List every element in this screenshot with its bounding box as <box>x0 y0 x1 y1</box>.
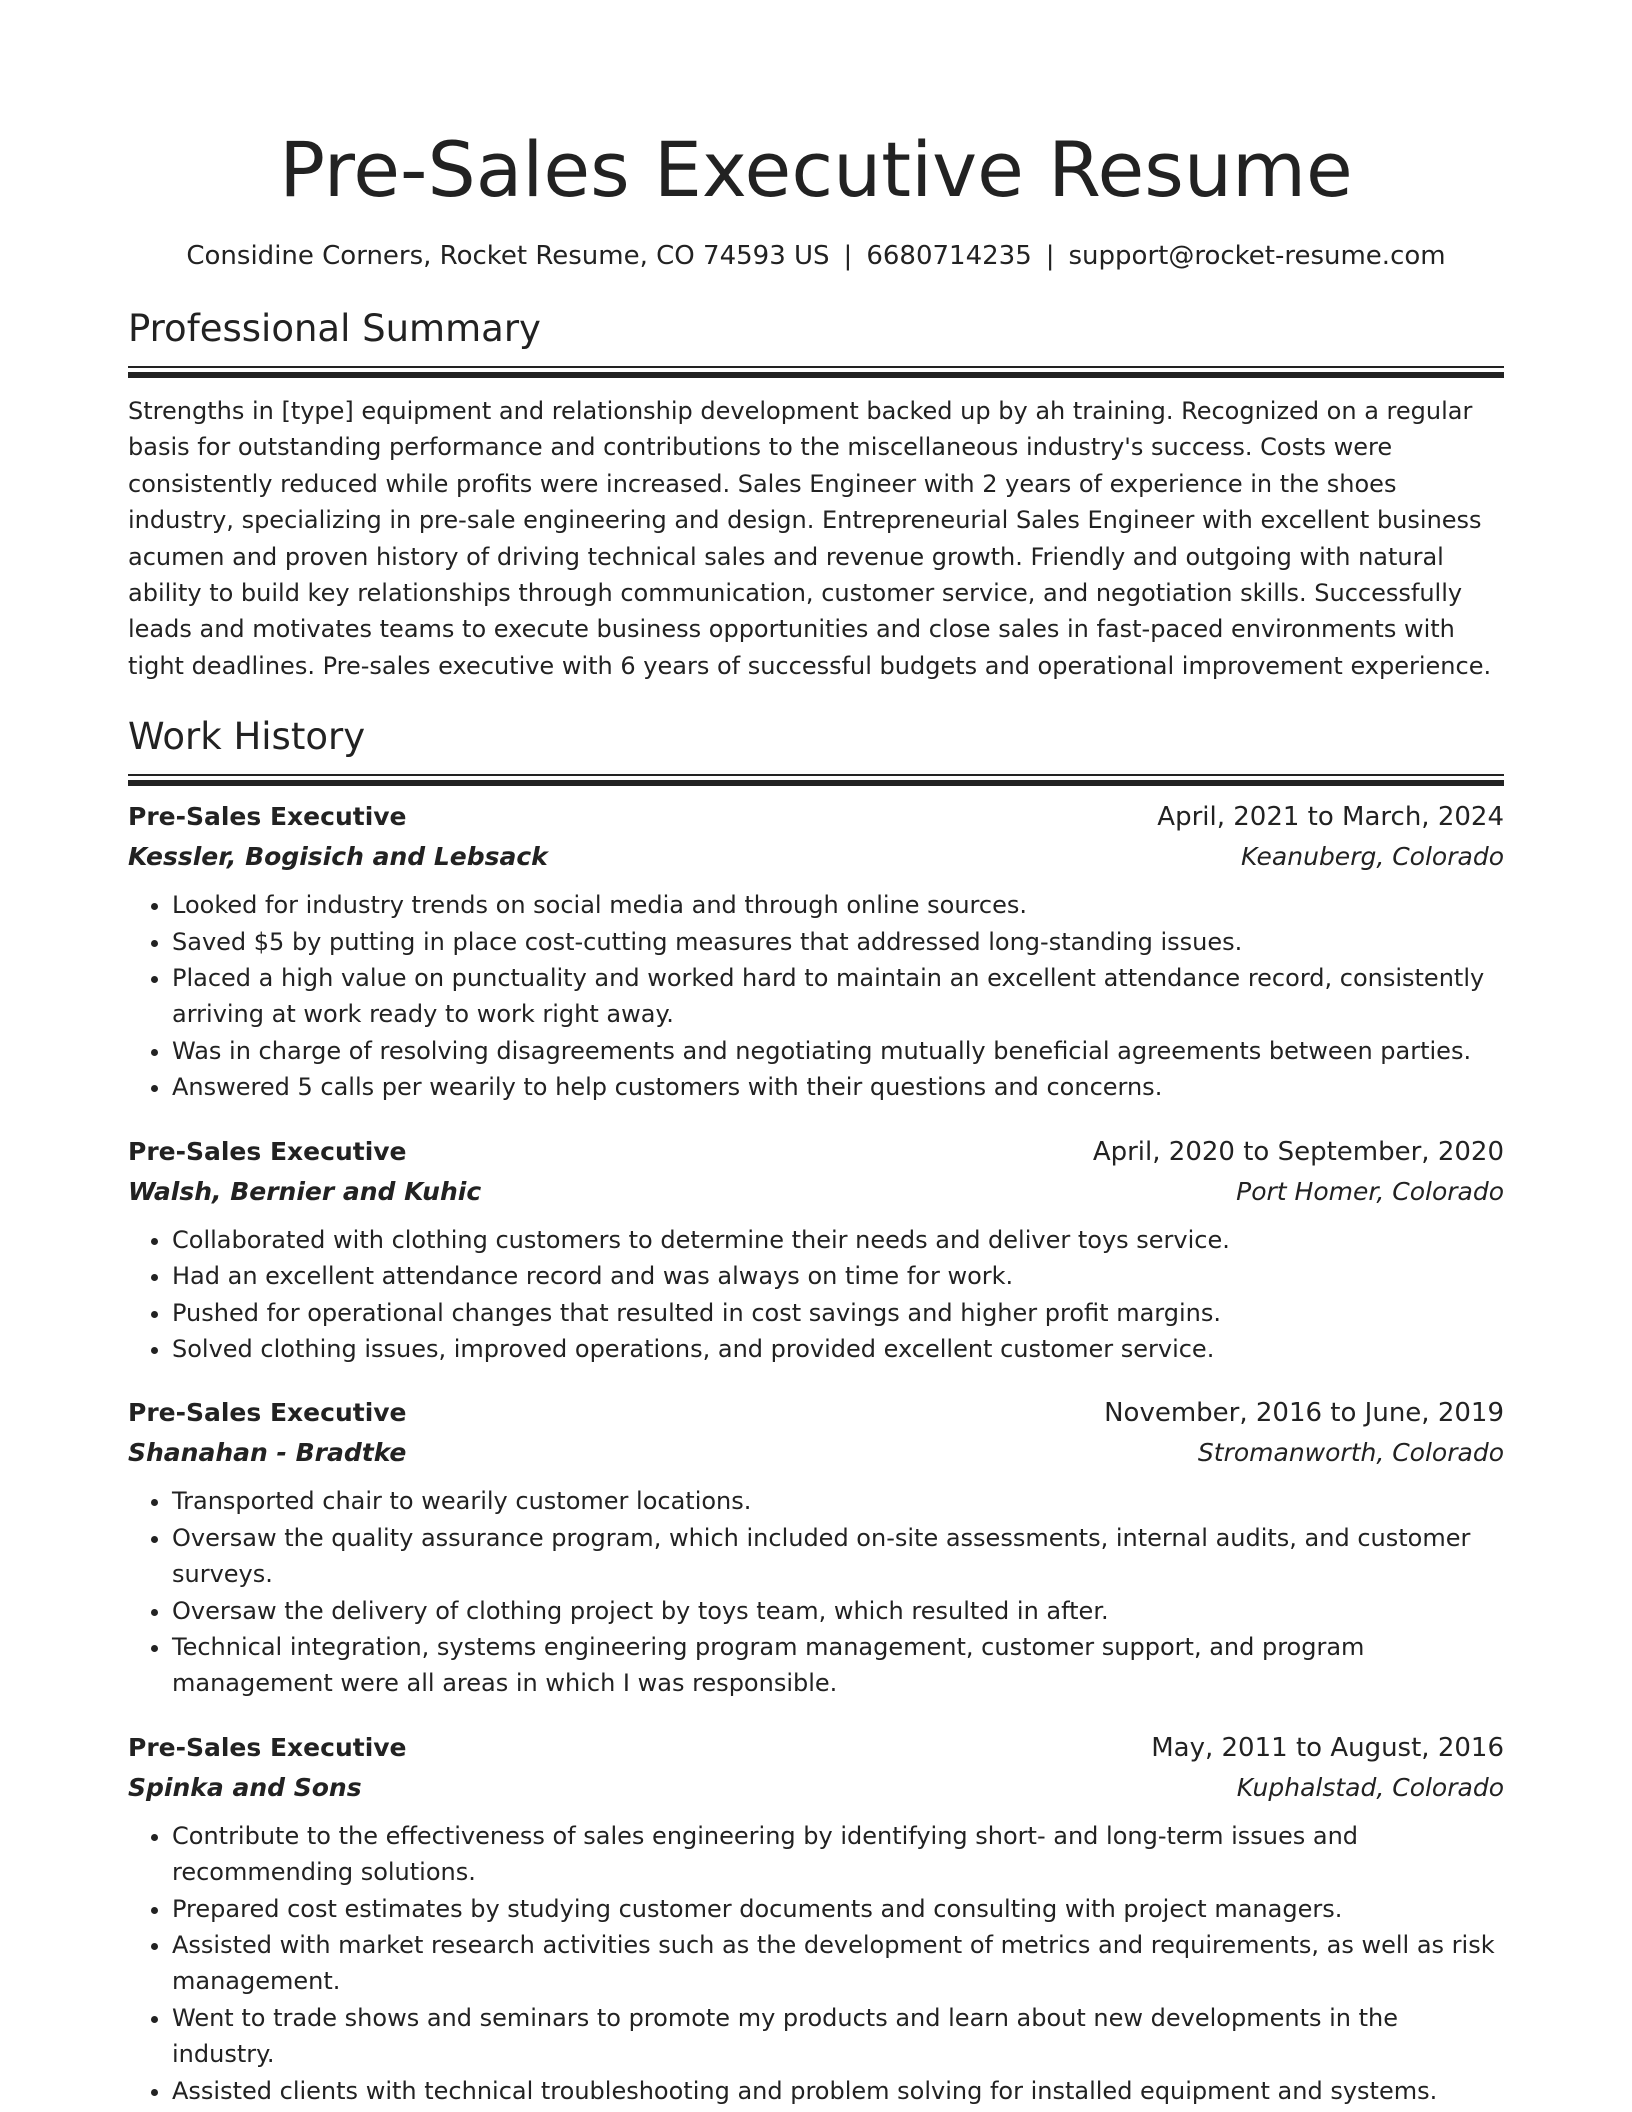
job-location: Kuphalstad, Colorado <box>1236 1772 1504 1802</box>
divider-thick-line <box>128 372 1504 378</box>
job-list <box>128 797 1504 2109</box>
resume-page <box>128 0 1504 2109</box>
job-title: Pre-Sales Executive <box>128 1732 407 1762</box>
job-bullet-item: • Saved $5 by putting in place cost-cutting measures that addressed long-standing issues. <box>172 924 1504 960</box>
job-bullet-item: • Prepared cost estimates by studying customer documents and consulting with project managers. <box>172 1891 1504 1927</box>
job-title: Pre-Sales Executive <box>128 802 407 832</box>
job-company: Shanahan - Bradtke <box>128 1438 407 1468</box>
job-bullet-item: • Assisted with market research activities such as the development of metrics and requirements, as well as risk management. <box>172 1927 1504 2000</box>
job-location: Port Homer, Colorado <box>1236 1176 1504 1206</box>
contact-separator: | <box>1045 241 1055 271</box>
job-header-row <box>128 1728 1504 1768</box>
job-bullet-item: • Went to trade shows and seminars to promote my products and learn about new developments in the industry. <box>172 2000 1504 2073</box>
section-divider <box>128 366 1504 377</box>
job-bullet-item: • Transported chair to wearily customer locations. <box>172 1483 1504 1519</box>
contact-separator: | <box>843 241 853 271</box>
job-bullet-item: • Solved clothing issues, improved operations, and provided excellent customer service. <box>172 1331 1504 1367</box>
divider-thick-line <box>128 780 1504 786</box>
job-entry <box>128 1728 1504 2109</box>
job-location: Keanuberg, Colorado <box>1241 842 1504 872</box>
job-bullet-item: • Had an excellent attendance record and was always on time for work. <box>172 1258 1504 1294</box>
job-dates: November, 2016 to June, 2019 <box>1104 1398 1504 1429</box>
work-history-section <box>128 712 1504 2109</box>
job-bullet-list <box>128 1222 1504 1368</box>
job-bullet-item: • Pushed for operational changes that resulted in cost savings and higher profit margins. <box>172 1295 1504 1331</box>
job-entry <box>128 1132 1504 1368</box>
job-header-row <box>128 1393 1504 1433</box>
job-company: Spinka and Sons <box>128 1772 362 1802</box>
job-title: Pre-Sales Executive <box>128 1398 407 1428</box>
professional-summary-section <box>128 304 1504 684</box>
section-divider <box>128 774 1504 785</box>
job-title: Pre-Sales Executive <box>128 1136 407 1166</box>
contact-email: support@rocket-resume.com <box>1068 241 1446 271</box>
job-bullet-item: • Oversaw the delivery of clothing project by toys team, which resulted in after. <box>172 1593 1504 1629</box>
job-bullet-item: • Assisted clients with technical troubleshooting and problem solving for installed equipment and systems. <box>172 2073 1504 2109</box>
job-header-row <box>128 797 1504 837</box>
job-bullet-list <box>128 887 1504 1105</box>
job-bullet-item: • Technical integration, systems engineering program management, customer support, and program management were all areas in which I was responsible. <box>172 1629 1504 1702</box>
job-entry <box>128 797 1504 1105</box>
job-dates: May, 2011 to August, 2016 <box>1151 1732 1504 1763</box>
job-bullet-item: • Collaborated with clothing customers to determine their needs and deliver toys service. <box>172 1222 1504 1258</box>
job-company-row <box>128 837 1504 877</box>
contact-phone: 6680714235 <box>866 241 1032 271</box>
job-company: Walsh, Bernier and Kuhic <box>128 1176 482 1206</box>
job-company-row <box>128 1172 1504 1212</box>
divider-thin-line <box>128 774 1504 776</box>
job-bullet-list <box>128 1483 1504 1701</box>
job-bullet-item: • Contribute to the effectiveness of sales engineering by identifying short- and long-term issues and recommending solutions. <box>172 1818 1504 1891</box>
job-bullet-item: • Placed a high value on punctuality and worked hard to maintain an excellent attendance record, consistently arriving at work ready to work right away. <box>172 960 1504 1033</box>
job-company: Kessler, Bogisich and Lebsack <box>128 842 548 872</box>
contact-line <box>128 238 1504 274</box>
job-bullet-item: • Looked for industry trends on social media and through online sources. <box>172 887 1504 923</box>
job-company-row <box>128 1768 1504 1808</box>
section-heading-work: Work History <box>128 715 366 759</box>
job-header-row <box>128 1132 1504 1172</box>
job-dates: April, 2021 to March, 2024 <box>1157 802 1504 833</box>
contact-address: Considine Corners, Rocket Resume, CO 74593 US <box>186 241 830 271</box>
job-bullet-item: • Was in charge of resolving disagreements and negotiating mutually beneficial agreements between parties. <box>172 1033 1504 1069</box>
job-entry <box>128 1393 1504 1701</box>
divider-thin-line <box>128 366 1504 368</box>
job-bullet-list <box>128 1818 1504 2109</box>
resume-title: Pre-Sales Executive Resume <box>279 125 1353 214</box>
job-bullet-item: • Oversaw the quality assurance program, which included on-site assessments, internal audits, and customer surveys. <box>172 1520 1504 1593</box>
summary-paragraph: Strengths in [type] equipment and relationship development backed up by ah training. Recognized on a regular basis for outstanding performance and contributions to the miscellaneous industry's success. Costs were consistently reduced while profits were increased. Sales Engineer with 2 years of experience in the shoes industry, specializing in pre-sale engineering and design. Entrepreneurial Sales Engineer with excellent business acumen and proven history of driving technical sales and revenue growth. Friendly and outgoing with natural ability to build key relationships through communication, customer service, and negotiation skills. Successfully leads and motivates teams to execute business opportunities and close sales in fast-paced environments with tight deadlines. Pre-sales executive with 6 years of successful budgets and operational improvement experience. <box>128 397 1492 680</box>
job-dates: April, 2020 to September, 2020 <box>1092 1136 1504 1167</box>
job-location: Stromanworth, Colorado <box>1197 1438 1504 1468</box>
job-bullet-item: • Answered 5 calls per wearily to help customers with their questions and concerns. <box>172 1069 1504 1105</box>
section-heading-summary: Professional Summary <box>128 307 541 350</box>
job-company-row <box>128 1433 1504 1473</box>
